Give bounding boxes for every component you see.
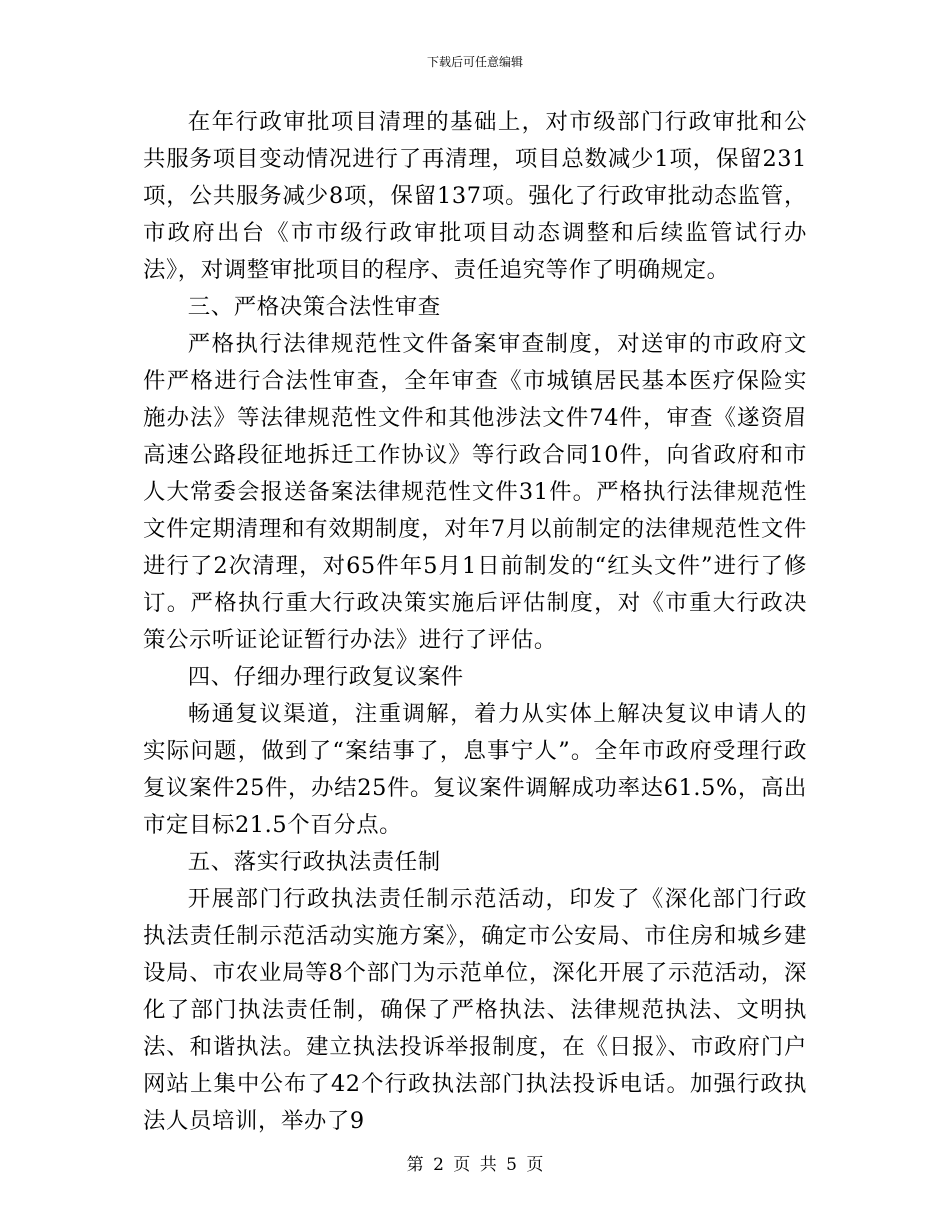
body-paragraph: 在年行政审批项目清理的基础上，对市级部门行政审批和公共服务项目变动情况进行了再清理，项目总数减少1项，保留231项，公共服务减少8项，保留137项。强化了行政审批动态监管，市政府出台《市市级行政审批项目动态调整和后续监管试行办法》，对调整审批项目的程序、责任追究等作了明确规定。 bbox=[143, 109, 807, 283]
section-heading: 三、严格决策合法性审查 bbox=[187, 294, 441, 320]
page-header: 下载后可任意编辑 bbox=[426, 55, 523, 69]
body-paragraph: 畅通复议渠道，注重调解，着力从实体上解决复议申请人的实际问题，做到了“案结事了，息事宁人”。全年市政府受理行政复议案件25件，办结25件。复议案件调解成功率达61.5%，高出市定目标21.5个百分点。 bbox=[143, 701, 807, 838]
section-heading: 五、落实行政执法责任制 bbox=[187, 849, 441, 875]
body-paragraph: 严格执行法律规范性文件备案审查制度，对送审的市政府文件严格进行合法性审查，全年审查《市城镇居民基本医疗保险实施办法》等法律规范性文件和其他涉法文件74件，审查《遂资眉高速公路段征地拆迁工作协议》等行政合同10件，向省政府和市人大常委会报送备案法律规范性文件31件。严格执行法律规范性文件定期清理和有效期制度，对年7月以前制定的法律规范性文件进行了2次清理，对65件年5月1日前制发的“红头文件”进行了修订。严格执行重大行政决策实施后评估制度，对《市重大行政决策公示听证论证暂行办法》进行了评估。 bbox=[143, 331, 807, 653]
page-footer: 第 2 页 共 5 页 bbox=[406, 1155, 544, 1175]
body-paragraph: 开展部门行政执法责任制示范活动，印发了《深化部门行政执法责任制示范活动实施方案》，确定市公安局、市住房和城乡建设局、市农业局等8个部门为示范单位，深化开展了示范活动，深化了部门执法责任制，确保了严格执法、法律规范执法、文明执法、和谐执法。建立执法投诉举报制度，在《日报》、市政府门户网站上集中公布了42个行政执法部门执法投诉电话。加强行政执法人员培训，举办了9 bbox=[143, 886, 807, 1134]
section-heading: 四、仔细办理行政复议案件 bbox=[187, 664, 464, 690]
document-body bbox=[143, 104, 807, 1140]
